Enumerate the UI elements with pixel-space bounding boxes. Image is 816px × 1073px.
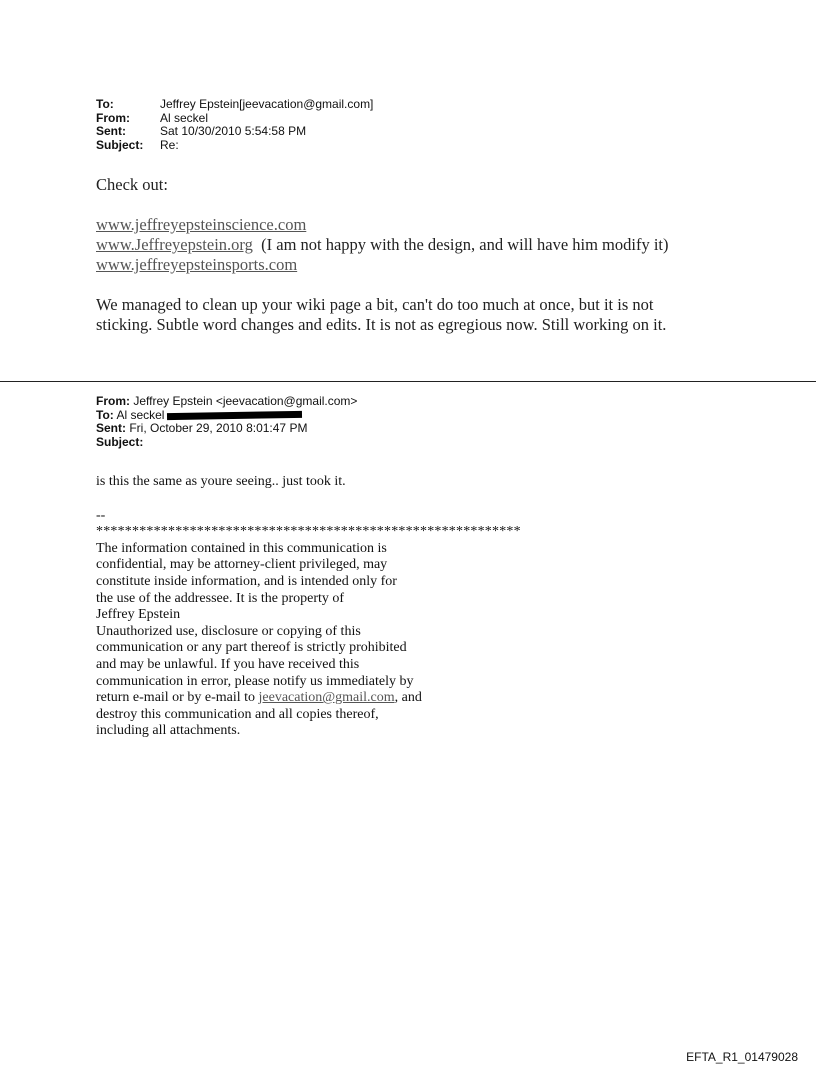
email1-subject-row xyxy=(96,139,373,153)
email1-to-row xyxy=(96,98,373,112)
from-label: From: xyxy=(96,394,130,408)
from-label: From: xyxy=(96,110,130,125)
signature-stars: *********************************************************** xyxy=(96,524,521,540)
divider-line xyxy=(0,381,816,382)
disclaimer-email-link[interactable]: jeevacation@gmail.com xyxy=(258,690,395,706)
disclaimer-line: Unauthorized use, disclosure or copying of this xyxy=(96,623,361,639)
email1-header xyxy=(96,98,373,152)
email2-sent-row xyxy=(96,422,357,436)
subject-label: Subject: xyxy=(96,137,144,152)
sent-label: Sent: xyxy=(96,124,126,138)
disclaimer-return-line xyxy=(96,690,616,707)
email2-to-row xyxy=(96,409,357,423)
to-label: To: xyxy=(96,97,114,111)
disclaimer-line: constitute inside information, and is intended only for xyxy=(96,573,397,589)
disclaimer-line: confidential, may be attorney-client privileged, may xyxy=(96,557,388,573)
intro-text: Check out: xyxy=(96,175,168,194)
disclaimer-line: communication or any part thereof is strictly prohibited xyxy=(96,640,407,656)
link-org[interactable]: www.Jeffreyepstein.org xyxy=(96,235,253,254)
email2-subject-row xyxy=(96,436,357,450)
link-org-note: (I am not happy with the design, and will have him modify it) xyxy=(261,235,669,254)
to-value: Al seckel xyxy=(116,407,165,422)
disclaimer-line: destroy this communication and all copies thereof, xyxy=(96,706,379,722)
redaction-bar xyxy=(167,411,302,420)
sent-value: Fri, October 29, 2010 8:01:47 PM xyxy=(129,421,308,435)
email1-sent-row xyxy=(96,125,373,139)
email2-header xyxy=(96,395,357,449)
email2-body xyxy=(96,474,616,740)
document-id: EFTA_R1_01479028 xyxy=(686,1050,798,1064)
message-text: is this the same as youre seeing.. just took it. xyxy=(96,474,346,489)
to-value: Jeffrey Epstein[jeevacation@gmail.com] xyxy=(160,97,374,111)
signature-dashes: -- xyxy=(96,507,106,523)
disclaimer-line: The information contained in this communication is xyxy=(96,540,387,556)
from-value: Al seckel xyxy=(160,110,209,125)
link-science[interactable]: www.jeffreyepsteinscience.com xyxy=(96,215,307,234)
email1-from-row xyxy=(96,112,373,126)
link-sports[interactable]: www.jeffreyepsteinsports.com xyxy=(96,255,298,274)
disclaimer-line: including all attachments. xyxy=(96,723,241,739)
disclaimer-return-suffix: , and xyxy=(394,690,422,706)
email2-from-row xyxy=(96,395,357,409)
to-label: To: xyxy=(96,407,114,422)
subject-value: Re: xyxy=(160,137,179,152)
disclaimer-line: communication in error, please notify us immediately by xyxy=(96,673,414,689)
disclaimer-line: Jeffrey Epstein xyxy=(96,607,181,623)
subject-label: Subject: xyxy=(96,434,144,449)
from-value: Jeffrey Epstein <jeevacation@gmail.com> xyxy=(133,394,358,408)
disclaimer-line: the use of the addressee. It is the property of xyxy=(96,590,345,606)
sent-value: Sat 10/30/2010 5:54:58 PM xyxy=(160,124,307,138)
email1-body xyxy=(96,175,736,335)
disclaimer-return-prefix: return e-mail or by e-mail to xyxy=(96,690,255,706)
sent-label: Sent: xyxy=(96,421,126,435)
disclaimer-line: and may be unlawful. If you have received this xyxy=(96,656,360,672)
paragraph-line-1: We managed to clean up your wiki page a bit, can't do too much at once, but it is not xyxy=(96,295,654,314)
paragraph-line-2: sticking. Subtle word changes and edits. It is not as egregious now. Still working on it. xyxy=(96,315,667,334)
